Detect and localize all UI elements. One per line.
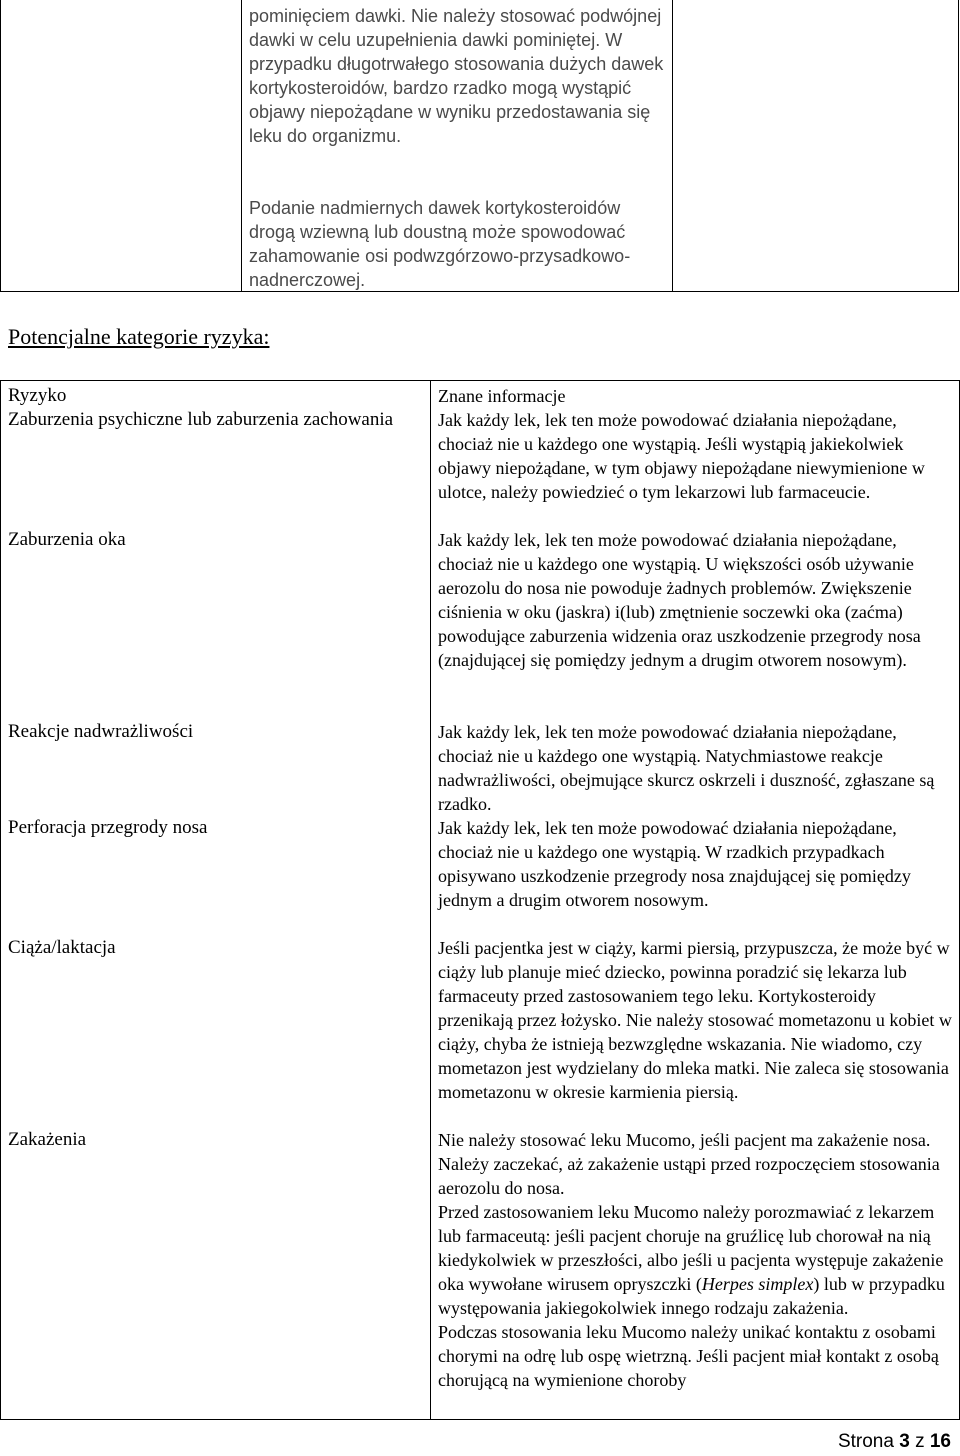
footer-total-pages: 16 — [929, 1431, 951, 1452]
risk-info-pregnancy: Jeśli pacjentka jest w ciąży, karmi piersią, przypuszcza, że może być w ciąży lub planuje mieć dziecko, powinna poradzić się lekarza lub farmaceuty przed zastosowaniem tego leku. Kortykosteroidy przenikają przez łożysko. Nie należy stosować mometazonu u kobiet w ciąży, chyba że istnieją bezwzględne wskazania. Nie wiadomo, czy mometazon jest wydzielany do mleka matki. Nie zaleca się stosowania mometazonu w okresie karmienia piersią. — [438, 938, 952, 1102]
infections-paragraph-2-end: ) lub w przypadku występowania jakiegokolwiek innego rodzaju zakażenia. — [438, 1274, 945, 1318]
page-footer — [838, 1431, 951, 1453]
header-info: Znane informacje — [438, 386, 566, 406]
risk-info-infections — [438, 1128, 953, 1392]
infections-paragraph-1: Nie należy stosować leku Mucomo, jeśli pacjent ma zakażenie nosa. Należy zaczekać, aż zakażenie ustąpi przed rozpoczęciem stosowania aerozolu do nosa. — [438, 1130, 940, 1198]
top-table — [0, 0, 960, 293]
infections-paragraph-3: Podczas stosowania leku Mucomo należy unikać kontaktu z osobami chorymi na odrę lub ospę wietrzną. Jeśli pacjent miał kontakt z osobą chorującą na wymienione choroby — [438, 1322, 939, 1390]
header-risk: Ryzyko — [8, 385, 67, 406]
risk-info-hypersensitivity: Jak każdy lek, lek ten może powodować działania niepożądane, chociaż nie u każdego one wystąpią. Natychmiastowe reakcje nadwrażliwości, obejmujące skurcz oskrzeli i duszność, zgłaszane są rzadko. — [438, 722, 935, 814]
risk-info-septum: Jak każdy lek, lek ten może powodować działania niepożądane, chociaż nie u każdego one wystąpią. W rzadkich przypadkach opisywano uszkodzenie przegrody nosa znajdującej się pomiędzy jednym a drugim otworem nosowym. — [438, 818, 911, 910]
risk-info-eye: Jak każdy lek, lek ten może powodować działania niepożądane, chociaż nie u każdego one wystąpią. U większości osób używanie aerozolu do nosa nie powoduje żadnych problemów. Zwiększenie ciśnienia w oku (jaskra) i(lub) zmętnienie soczewki oka (zaćma) powodujące zaburzenia widzenia oraz uszkodzenie przegrody nosa (znajdującej się pomiędzy jednym a drugim otworem nosowym). — [438, 530, 921, 670]
risk-label-eye: Zaburzenia oka — [8, 529, 126, 550]
risk-label-septum: Perforacja przegrody nosa — [8, 817, 208, 838]
risk-info-psych: Jak każdy lek, lek ten może powodować działania niepożądane, chociaż nie u każdego one wystąpią. Jeśli wystąpią jakiekolwiek objawy niepożądane, w tym objawy niepożądane niewymienione w ulotce, należy powiedzieć o tym lekarzowi lub farmaceucie. — [438, 410, 925, 502]
top-right-cell — [673, 0, 959, 292]
infections-paragraph-2-start: Przed zastosowaniem leku Mucomo należy porozmawiać z lekarzem lub farmaceutą: jeśli pacjent choruje na gruźlicę lub chorował na nią kiedykolwiek w przeszłości, albo jeśli u pacjenta występuje zakażenie oka wywołane wirusem opryszczki ( — [438, 1202, 944, 1294]
column-divider — [430, 380, 431, 1420]
herpes-simplex-term: Herpes simplex — [701, 1274, 814, 1294]
risk-label-psych: Zaburzenia psychiczne lub zaburzenia zachowania — [8, 409, 394, 430]
infections-paragraph-2 — [438, 1200, 953, 1320]
footer-separator: z — [909, 1431, 930, 1452]
footer-current-page: 3 — [899, 1431, 910, 1452]
risk-label-infections: Zakażenia — [8, 1129, 87, 1150]
top-paragraph-1: pominięciem dawki. Nie należy stosować podwójnej dawki w celu uzupełnienia dawki pominiętej. W przypadku długotrwałego stosowania dużych dawek kortykosteroidów, bardzo rzadko mogą wystąpić objawy niepożądane w wyniku przedostawania się leku do organizmu. — [249, 6, 664, 146]
risk-label-hypersensitivity: Reakcje nadwrażliwości — [8, 721, 194, 742]
risk-label-pregnancy: Ciąża/laktacja — [8, 937, 116, 958]
footer-prefix: Strona — [837, 1431, 900, 1452]
section-title: Potencjalne kategorie ryzyka: — [8, 324, 270, 349]
top-left-cell — [0, 0, 242, 292]
top-paragraph-2: Podanie nadmiernych dawek kortykosteroidów drogą wziewną lub doustną może spowodować zahamowanie osi podwzgórzowo-przysadkowo-nadnerczowej. — [249, 198, 631, 290]
